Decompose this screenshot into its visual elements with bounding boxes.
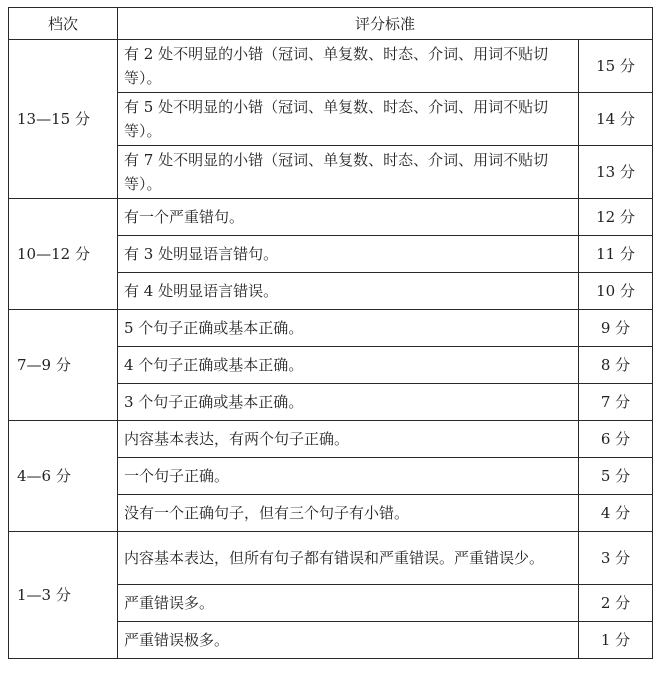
score-value: 14 分 bbox=[579, 93, 653, 146]
table-row bbox=[9, 40, 653, 93]
band-level: 1—3 分 bbox=[9, 532, 118, 659]
criterion-text: 严重错误多。 bbox=[118, 585, 579, 622]
criterion-text: 没有一个正确句子，但有三个句子有小错。 bbox=[118, 495, 579, 532]
score-value: 11 分 bbox=[579, 236, 653, 273]
band-level: 13—15 分 bbox=[9, 40, 118, 199]
criterion-text: 有 4 处明显语言错误。 bbox=[118, 273, 579, 310]
band-level: 4—6 分 bbox=[9, 421, 118, 532]
score-value: 2 分 bbox=[579, 585, 653, 622]
score-value: 3 分 bbox=[579, 532, 653, 585]
score-value: 8 分 bbox=[579, 347, 653, 384]
header-row bbox=[9, 8, 653, 40]
score-value: 1 分 bbox=[579, 622, 653, 659]
score-value: 9 分 bbox=[579, 310, 653, 347]
header-level: 档次 bbox=[9, 8, 118, 40]
criterion-text: 有 3 处明显语言错句。 bbox=[118, 236, 579, 273]
criterion-text: 有 5 处不明显的小错（冠词、单复数、时态、介词、用词不贴切等）。 bbox=[118, 93, 579, 146]
table-row bbox=[9, 199, 653, 236]
criterion-text: 有 7 处不明显的小错（冠词、单复数、时态、介词、用词不贴切等）。 bbox=[118, 146, 579, 199]
score-value: 15 分 bbox=[579, 40, 653, 93]
table-row bbox=[9, 421, 653, 458]
criterion-text: 4 个句子正确或基本正确。 bbox=[118, 347, 579, 384]
score-value: 7 分 bbox=[579, 384, 653, 421]
score-value: 10 分 bbox=[579, 273, 653, 310]
score-value: 6 分 bbox=[579, 421, 653, 458]
score-value: 12 分 bbox=[579, 199, 653, 236]
score-value: 13 分 bbox=[579, 146, 653, 199]
criterion-text: 5 个句子正确或基本正确。 bbox=[118, 310, 579, 347]
score-value: 5 分 bbox=[579, 458, 653, 495]
header-criteria: 评分标准 bbox=[118, 8, 653, 40]
score-value: 4 分 bbox=[579, 495, 653, 532]
band-level: 7—9 分 bbox=[9, 310, 118, 421]
band-level: 10—12 分 bbox=[9, 199, 118, 310]
criterion-text: 内容基本表达，但所有句子都有错误和严重错误。严重错误少。 bbox=[118, 532, 579, 585]
criterion-text: 有一个严重错句。 bbox=[118, 199, 579, 236]
criterion-text: 有 2 处不明显的小错（冠词、单复数、时态、介词、用词不贴切等）。 bbox=[118, 40, 579, 93]
table-row bbox=[9, 532, 653, 585]
scoring-rubric-table bbox=[8, 7, 653, 659]
table-row bbox=[9, 310, 653, 347]
scoring-rubric-sheet bbox=[8, 7, 652, 659]
criterion-text: 内容基本表达，有两个句子正确。 bbox=[118, 421, 579, 458]
criterion-text: 3 个句子正确或基本正确。 bbox=[118, 384, 579, 421]
criterion-text: 严重错误极多。 bbox=[118, 622, 579, 659]
criterion-text: 一个句子正确。 bbox=[118, 458, 579, 495]
